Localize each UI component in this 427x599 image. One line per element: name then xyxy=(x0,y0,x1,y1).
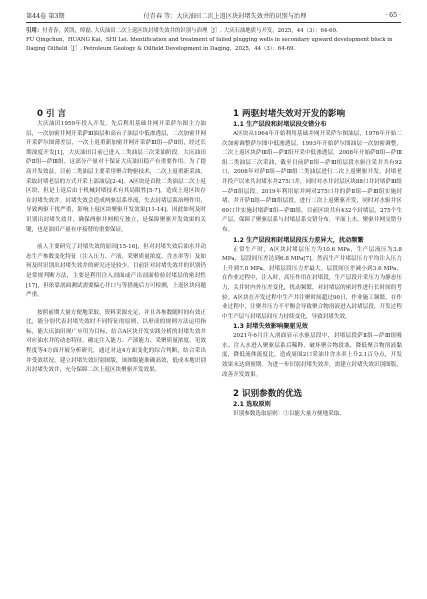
subsection-1-2-heading: 1.2 生产层段和封堵层段压力差异大，扰动频繁 xyxy=(233,236,364,244)
header-rule xyxy=(26,22,401,23)
header-issue: 第44卷 第3期 xyxy=(26,12,65,20)
header-page-number: · 65 · xyxy=(385,11,401,19)
citation-cn: 付青春，黄凯，绰磊. 大庆油田二次上返区块封堵失效井的识别与治理［J］. 大庆石油地质与开发，2025，44（3）：64-69. xyxy=(42,28,338,34)
citation-en: FU Qingchun，HUANG Kai，SHI Lei. Identification and treatment of failed plugging wells in secondary upward development block in Daqing Oilfield［J］. Petroleum Geology & Oilfield Development in Daqing，2025，44（3）：64-69. xyxy=(26,37,393,52)
section-1-heading: 1 两驱封堵失效对开发的影响 xyxy=(233,109,346,119)
paragraph-2-1: 识别参数选取原则：①以能大量方便地采取、 xyxy=(233,411,345,418)
right-column xyxy=(222,108,402,420)
paragraph-1-3: 2021年6月注入剖面显示水驱层段中，封堵层段萨Ⅱ组—萨Ⅲ组吸水。注入水进入聚驱层系后稀释，破坏聚合物段塞，降低聚合物溶液黏度，降低流体流度比，造成周围2口采油井含水率上升2.1百分点，开发效果未达到预期。为进一步识别封堵失效井，需建立封堵失效识别图版，改善开发效果。 xyxy=(222,333,402,378)
citation-block xyxy=(26,27,401,54)
running-header xyxy=(26,9,401,21)
header-title: 付青春 等：大庆油田二次上返区块封堵失效井的识别与治理 xyxy=(143,12,307,20)
section-2-heading: 2 识别参数的优选 xyxy=(233,389,303,400)
section-0-heading: 0 引 言 xyxy=(37,109,67,119)
subsection-2-1-heading: 2.1 选取原则 xyxy=(233,401,271,409)
intro-paragraph-2: 前人主要研究了封堵失效的原因[15-16]，但对封堵失效后油水井动态生产参数变化特征（注入压力、产液、采聚质量浓度、含水率等）及如何及时识别出封堵失效井的研究还是较少。目前针对封堵失效井的识别仍是常规判断方法，主要是利用注入剖面或产出剖面检验封堵层的密封性[17]，但依靠剖面测试需要偏心井口与等措施后方可检测，上返区块问题严重。 xyxy=(26,244,206,299)
subsection-1-3-heading: 1.3 封堵失效影响聚驱见效 xyxy=(233,323,308,331)
intro-paragraph-1: 大庆油田1959年投入开发，先后利用基础井网开采萨尔图主力油层，一次加密井网开采萨Ⅲ油层和高台子油层中低渗透层，二次加密井网开采萨尔图薄差层，一次上返重新加密井网开采萨Ⅲ组—萨Ⅱ组，经过长期深度开发[1]，大庆油田目前已进入二类油层三次采油阶段。大庆油田萨Ⅱ组—萨Ⅲ组，这部分产量对于保证大庆油田稳产有重要作用。为了提高开发效益，目前二类油层主要采用聚合物驱技术，二次上返重新采油，采取封堵老层的方式开采上部油层[2-4]。A区块是首批二类油层二次上返区块，但是上返后由于机械封堵技术有其局限性[5-7]，造成上返区块存在封堵失效井。封堵失效会造成两驱层系串流，失去封堵层系治理作用，导致两驱干扰严重，影响上返区块聚驱开发效果[11-14]。因此如何及时识别出封堵失效井，确保两驱井网相互独立，是保障聚驱开发效果的关键，也是油田产量有序接替的重要保证。 xyxy=(26,121,206,233)
left-column xyxy=(26,108,206,376)
intro-paragraph-3: 按照前期大量方便地采取、资料采源充足，并且各参数随时间有效正比，能分别代表封堵失效时不同特征的原则，以形成的规则方法运用指标，能大庆油田现广应用为目标，结合A区块开发实践分析的封堵失效井对应油水井的动态特征，确定注入能力、产液能力、采聚质量浓度、见效程度等4方面开展分析研究，通过对这4方面变化的综合判断，结合采出井受效状况，建立封堵失效识别图版，该图版能准确高效，低成本地识别出封堵失效井，充分保障二次上返区块聚驱开发效果。 xyxy=(26,309,206,374)
paragraph-1-2: 正常生产时，A区块封堵层压力为10.6 MPa，生产层流压为3.8 MPa，层段间压差达到6.8 MPa[7]。然而生产井堵层压力平均注入压力上升到7.0 MPa，封堵层段压力差最大。层段间压差减小到3.6 MPa，在作业过程中，注入时，高压作用在封堵段，生产层段开采压力为静态压力，关井时内外压差变化，扰动频繁，对封堵层的密封性进行长时间的考验。A区块在开发过程中生产井注聚时间超过90日，作业施工频繁。在作业过程中，注聚井压力不平衡会导致聚合物溶液进入封堵层段，开发过程中生产层与封堵层间压力持续变化，导致封堵失效。 xyxy=(222,246,402,320)
paragraph-1-1: A区块从1964年开始利用基础井网开采萨尔图油层，1976年开始二次加密调整萨尔图中低渗透层，1993年开始萨尔图油层一次加密调整，二次上返区块萨Ⅲ组—萨Ⅱ组开采中低渗透层，2008年开始萨Ⅱ组—萨Ⅲ组二类油层三次采油，截至目前萨Ⅱ组—萨Ⅲ组层段水驱注采井共有92口，2008年对萨Ⅱ组—萨Ⅲ组二类油层进行二次上返聚驱开发，封堵老井投产以来共封堵水井275口井，同时对水井封层区块88口井封堵萨Ⅲ组—萨Ⅱ组层段。2019年利用原井网对275口井的萨Ⅱ组—萨Ⅲ组实施封堵，井开萨Ⅱ组—萨Ⅲ组层段，进行二次上返聚驱开发，同时对水驱井区69口井实施封堵萨Ⅱ组—萨Ⅲ组。目前区块共有432个封堵层，275个生产层，保障了聚驱层系与封堵层系交错分布，平面上水、聚驱井网交错分布。 xyxy=(222,131,402,233)
citation-label: 引用： xyxy=(26,28,43,34)
subsection-1-1-heading: 1.1 生产层段和封堵层段交错分布 xyxy=(233,121,327,128)
